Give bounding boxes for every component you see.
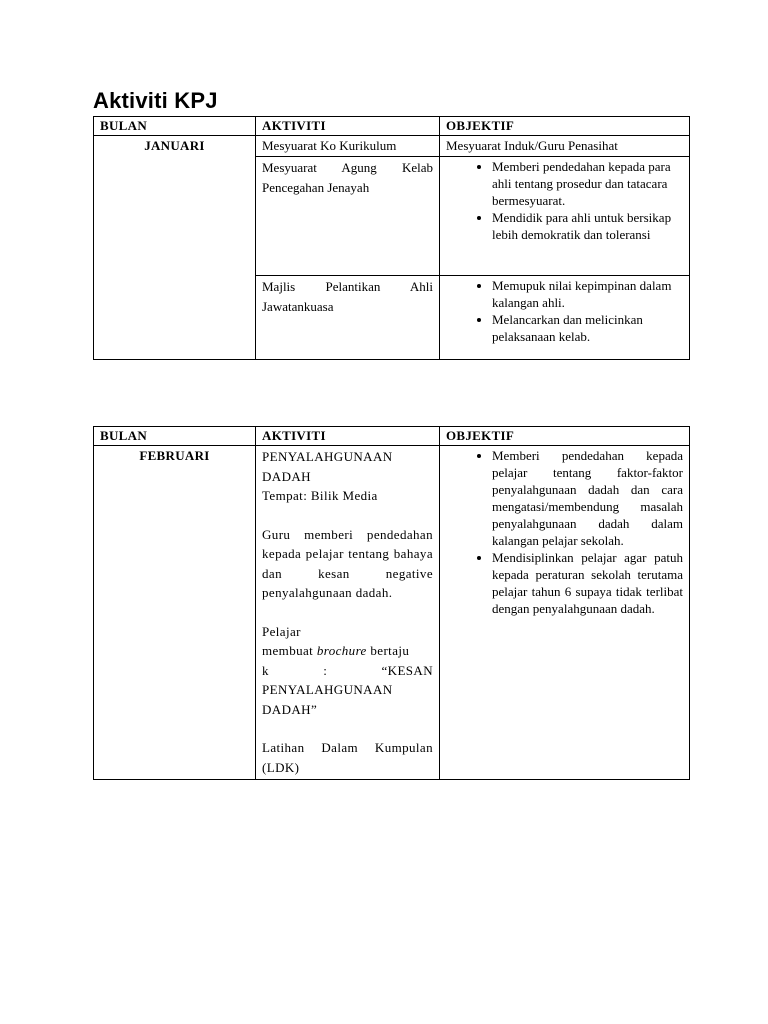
objektif-cell [440, 157, 690, 276]
aktiviti-text: Mesyuarat Agung Kelab Pencegahan Jenayah [262, 160, 433, 195]
header-bulan: BULAN [94, 117, 256, 136]
list-item: • Melancarkan dan melicinkan pelaksanaan kelab. [492, 311, 683, 345]
list-item: • Memberi pendedahan kepada pelajar tentang faktor-faktor penyalahgunaan dadah dan cara mengatasi/membendung masalah penyalahgunaan dadah dalam kalangan pelajar sekolah. [492, 447, 683, 549]
aktiviti-cell [256, 446, 440, 780]
table-row [94, 136, 690, 157]
aktiviti-para2 [262, 641, 433, 661]
table-row [94, 446, 690, 780]
list-item: • Memberi pendedahan kepada para ahli tentang prosedur dan tatacara bermesyuarat. [492, 158, 683, 209]
aktiviti-para2-line3: k : “KESAN PENYALAHGUNAAN DADAH” [262, 662, 433, 717]
aktiviti-cell: Mesyuarat Ko Kurikulum [256, 136, 440, 157]
objektif-cell [440, 276, 690, 360]
header-objektif: OBJEKTIF [440, 427, 690, 446]
aktiviti-cell [256, 276, 440, 360]
month-cell: JANUARI [94, 136, 256, 360]
aktiviti-cell [256, 157, 440, 276]
aktiviti-text: Majlis Pelantikan Ahli Jawatankuasa [262, 279, 433, 314]
objektif-cell [440, 446, 690, 780]
aktiviti-para2-pre: membuat [262, 643, 317, 658]
page-title: Aktiviti KPJ [93, 88, 218, 113]
list-item: • Mendidik para ahli untuk bersikap lebih demokratik dan toleransi [492, 209, 683, 243]
list-item: • Mendisiplinkan pelajar agar patuh kepada peraturan sekolah terutama pelajar tahun 6 supaya tidak terlibat dengan penyalahgunaan dadah. [492, 549, 683, 617]
list-item: • Memupuk nilai kepimpinan dalam kalangan ahli. [492, 277, 683, 311]
aktiviti-para1: Guru memberi pendedahan kepada pelajar tentang bahaya dan kesan negative penyalahgunaan dadah. [262, 526, 433, 600]
aktiviti-para3: Latihan Dalam Kumpulan (LDK) [262, 740, 433, 775]
aktiviti-para2-lead: Pelajar [262, 623, 301, 639]
aktiviti-para2-post: bertaju [366, 643, 410, 658]
month-cell: FEBRUARI [94, 446, 256, 780]
objektif-list [446, 158, 683, 243]
table-header-row [94, 427, 690, 446]
brochure-term: brochure [316, 643, 367, 658]
aktiviti-tempat: Tempat: Bilik Media [262, 488, 378, 503]
header-objektif: OBJEKTIF [440, 117, 690, 136]
table-januari [93, 116, 690, 360]
header-aktiviti: AKTIVITI [256, 427, 440, 446]
header-aktiviti: AKTIVITI [256, 117, 440, 136]
aktiviti-heading: PENYALAHGUNAAN DADAH [262, 449, 393, 484]
header-bulan: BULAN [94, 427, 256, 446]
objektif-list [446, 277, 683, 345]
table-februari [93, 426, 690, 780]
objektif-cell: Mesyuarat Induk/Guru Penasihat [440, 136, 690, 157]
objektif-list [446, 447, 683, 617]
table-header-row [94, 117, 690, 136]
